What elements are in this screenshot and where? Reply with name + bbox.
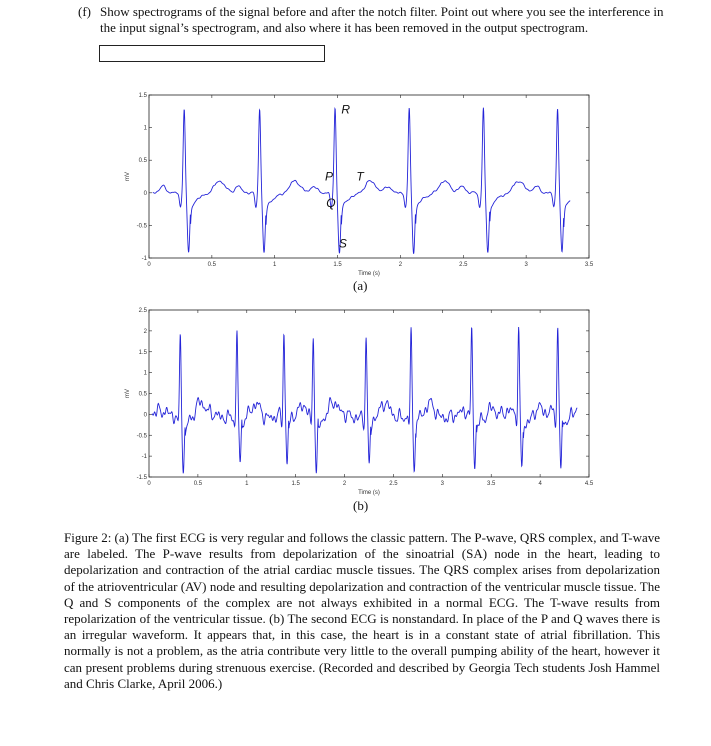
x-tick-label: 2: [398, 262, 403, 268]
y-tick-label: 1: [143, 370, 147, 377]
wave-label-p: P: [325, 169, 334, 184]
plot-frame: [149, 95, 589, 258]
wave-label-s: S: [338, 236, 347, 251]
y-tick-label: -0.5: [136, 433, 147, 440]
answer-box[interactable]: [99, 45, 325, 62]
ecg-trace: [152, 327, 577, 473]
question-text: Show spectrograms of the signal before and after the notch filter. Point out where you see the interference in the input signal’s spectrogram, and also where it has been removed in the output spectrogram.: [100, 4, 664, 35]
x-tick-label: 1.5: [333, 262, 342, 268]
x-tick-label: 2: [342, 481, 347, 487]
question-label: (f): [78, 4, 91, 19]
wave-label-r: R: [341, 102, 351, 117]
x-tick-label: 1.5: [291, 481, 300, 487]
wave-label-q: Q: [326, 196, 336, 211]
y-tick-label: -0.5: [136, 223, 147, 230]
x-tick-label: 4: [538, 481, 542, 487]
y-tick-label: 1.5: [138, 349, 147, 356]
x-tick-label: 0: [147, 262, 151, 268]
x-tick-label: 2.5: [459, 262, 468, 268]
y-tick-label: 0: [143, 190, 147, 197]
y-tick-label: 2.5: [138, 308, 147, 314]
x-tick-label: 0.5: [207, 262, 217, 268]
x-tick-label: 3.5: [487, 481, 496, 487]
y-tick-label: 1.5: [138, 93, 147, 99]
x-axis-label: Time (s): [358, 271, 380, 277]
y-tick-label: -1: [141, 256, 147, 262]
x-tick-label: 2.5: [389, 481, 398, 487]
y-tick-label: 2: [143, 328, 147, 335]
x-axis-label: Time (s): [358, 490, 380, 496]
figure-sublabel-a: (a): [353, 278, 368, 293]
question-f: [78, 4, 678, 36]
ecg-plot-a: [0, 88, 711, 278]
x-tick-label: 3.5: [584, 262, 594, 268]
x-tick-label: 0.5: [193, 481, 203, 487]
y-axis-label: mV: [125, 172, 131, 181]
y-tick-label: 0: [143, 412, 147, 419]
ecg-plot-b: [0, 303, 711, 498]
figure-sublabel-b: (b): [353, 498, 369, 513]
wave-label-t: T: [356, 169, 364, 184]
y-tick-label: -1.5: [136, 475, 147, 481]
y-tick-label: 0.5: [138, 158, 147, 165]
x-tick-label: 4.5: [584, 481, 594, 487]
x-tick-label: 3: [440, 481, 445, 487]
y-tick-label: 0.5: [138, 391, 147, 398]
y-tick-label: 1: [143, 125, 147, 132]
y-tick-label: -1: [141, 454, 147, 461]
x-tick-label: 0: [147, 481, 151, 487]
x-tick-label: 1: [245, 481, 249, 487]
figure-caption: Figure 2: (a) The first ECG is very regular and follows the classic pattern. The P-wave, QRS complex, and T-wave are labeled. The P-wave results from depolarization of the sinoatrial (SA) node in the heart, leading to depolarization and contraction of the atrial cardiac muscle tissues. The QRS complex arises from depolarization of the atrioventricular (AV) node and resulting depolarization and contraction of the ventricular muscle tissue. The Q and S components of the complex are not always exhibited in a normal ECG. The T-wave results from repolarization of the ventricular tissue. (b) The second ECG is nonstandard. In place of the P and Q waves there is an irregular waveform. It appears that, in this case, the heart is in a constant state of atrial fibrillation. This normally is not a problem, as the atria contribute very little to the overall pumping ability of the heart, however it can present problems during strenuous exercise. (Recorded and described by Georgia Tech students Josh Hammel and Chris Clarke, April 2006.): [64, 530, 660, 691]
x-tick-label: 1: [273, 262, 277, 268]
y-axis-label: mV: [125, 389, 131, 398]
x-tick-label: 3: [524, 262, 528, 268]
